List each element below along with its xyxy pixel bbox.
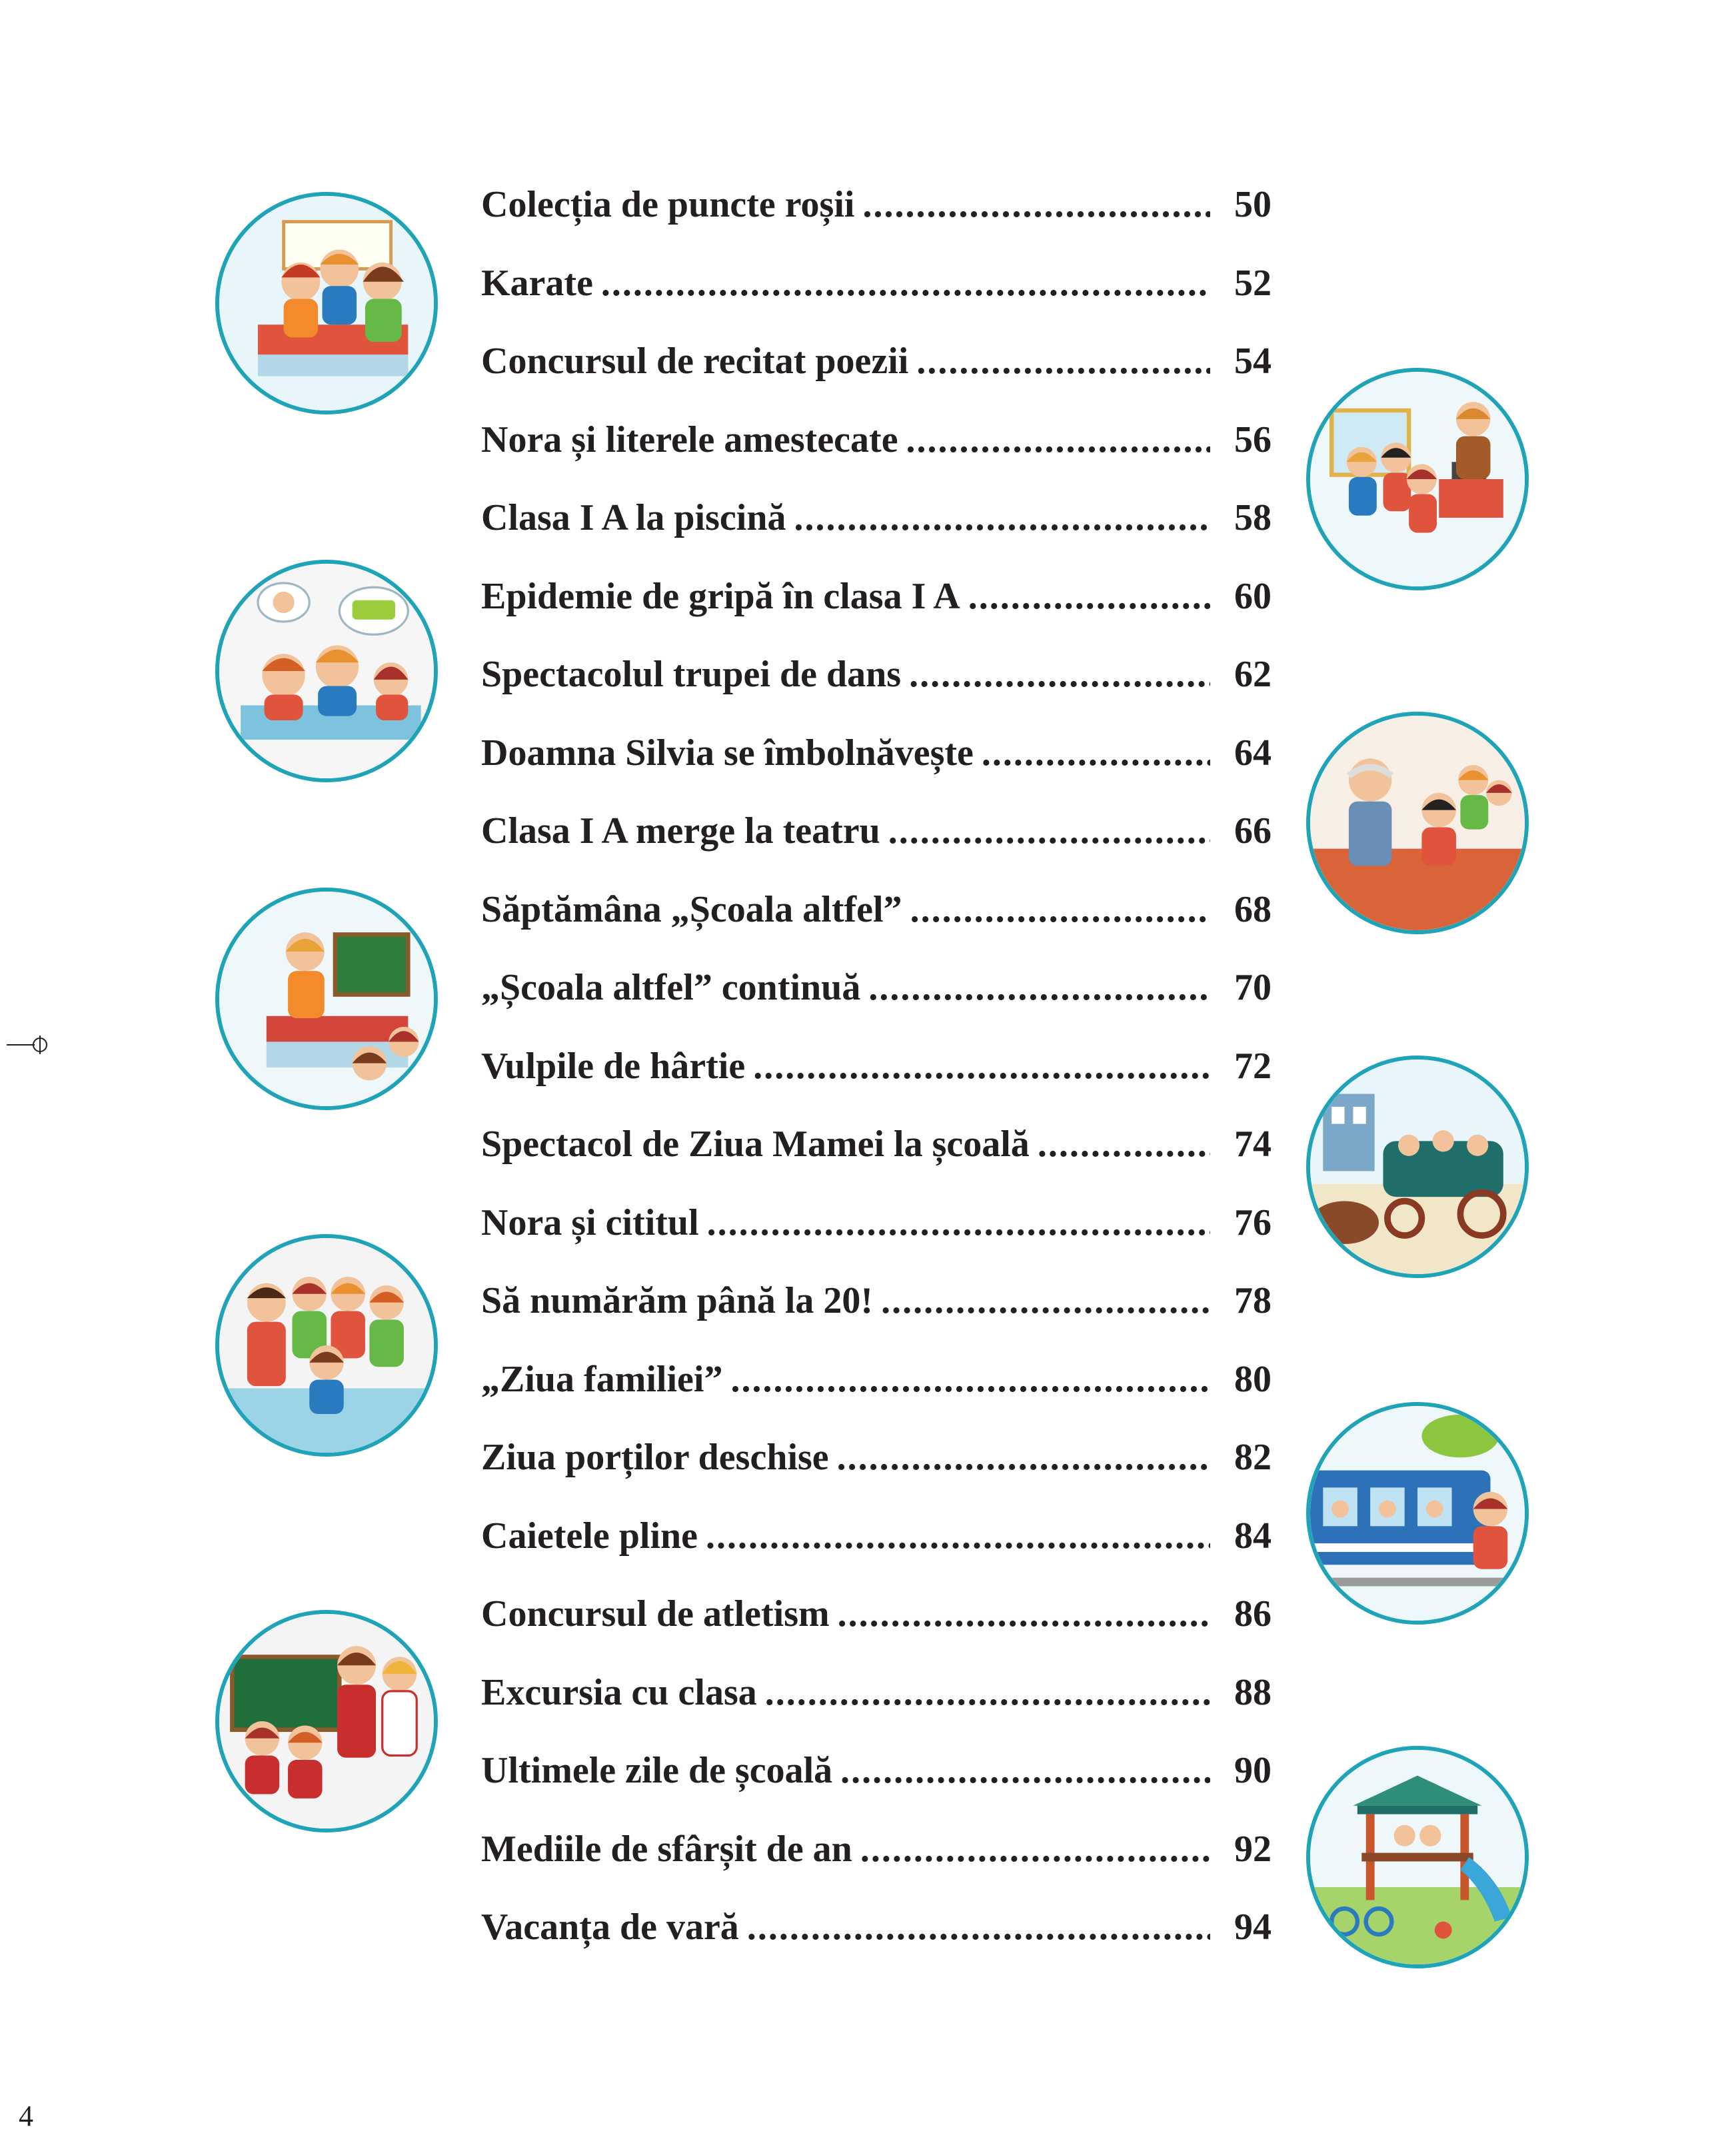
toc-entry [481,1819,1272,1898]
toc-leader-dots [794,488,1210,548]
toc-entry [481,1663,1272,1741]
toc-entry-title: Doamna Silvia se îmbolnăvește [481,732,974,774]
toc-entry-title: Epidemie de gripă în clasa I A [481,575,960,617]
toc-entry-title: Spectacolul trupei de dans [481,654,902,695]
toc-entry [481,644,1272,723]
toc-entry [481,723,1272,802]
toc-entry-title: Nora și cititul [481,1201,699,1243]
toc-entry-title: Clasa I A la piscină [481,497,786,538]
toc-entry [481,331,1272,410]
toc-entry [481,880,1272,958]
toc-leader-dots [838,1584,1210,1644]
toc-leader-dots [860,1819,1210,1879]
toc-leader-dots [868,958,1210,1018]
table-of-contents [481,175,1272,1976]
toc-entry [481,1584,1272,1663]
toc-entry-page: 78 [1234,1280,1272,1321]
classroom-reading-illustration [215,192,438,414]
grandfather-children-illustration [1306,712,1529,934]
toc-entry-page: 80 [1234,1358,1272,1400]
toc-leader-dots [837,1427,1210,1487]
toc-entry-page: 60 [1234,575,1272,617]
toc-entry-page: 70 [1234,967,1272,1008]
toc-entry-title: Mediile de sfârșit de an [481,1828,852,1870]
toc-entry-page: 50 [1234,184,1272,225]
toc-leader-dots [1038,1114,1210,1174]
toc-entry-page: 66 [1234,810,1272,852]
toc-entry [481,1349,1272,1428]
toc-leader-dots [906,410,1210,470]
toc-entry [481,1271,1272,1349]
toc-entry [481,1427,1272,1506]
toc-leader-dots [707,1193,1210,1253]
toc-entry-page: 76 [1234,1201,1272,1243]
toc-entry-title: Vacanța de vară [481,1906,739,1948]
toc-leader-dots [840,1741,1210,1800]
toc-entry-page: 84 [1234,1515,1272,1557]
toc-leader-dots [753,1036,1210,1096]
toc-entry-title: Să numărăm până la 20! [481,1280,874,1321]
toc-entry-page: 64 [1234,732,1272,774]
toc-entry-page: 92 [1234,1828,1272,1870]
toc-entry [481,1036,1272,1115]
toc-entry-title: Ultimele zile de școală [481,1750,833,1791]
toc-leader-dots [909,644,1210,704]
toc-entry-page: 90 [1234,1750,1272,1791]
toc-leader-dots [968,566,1210,626]
toc-entry [481,801,1272,880]
toc-entry-title: Clasa I A merge la teatru [481,810,880,852]
toc-entry-title: Colecția de puncte roșii [481,184,855,225]
horse-carriage-illustration [1306,1056,1529,1278]
toc-entry-page: 52 [1234,262,1272,304]
toc-entry-page: 82 [1234,1437,1272,1478]
toc-leader-dots [747,1897,1210,1957]
toc-leader-dots [910,880,1210,940]
toc-entry [481,1897,1272,1976]
toc-leader-dots [706,1506,1210,1566]
playground-illustration [1306,1746,1529,1968]
toc-entry-title: Concursul de recitat poezii [481,341,909,382]
toc-leader-dots [730,1349,1210,1409]
toc-leader-dots [881,1271,1210,1331]
toc-leader-dots [601,253,1210,313]
dancing-children-illustration [1306,368,1529,590]
toc-entry [481,1506,1272,1585]
toc-entry-page: 86 [1234,1593,1272,1635]
toc-entry-page: 62 [1234,654,1272,695]
class-group-illustration [215,1234,438,1457]
toc-entry-title: Săptămâna „Școala altfel” [481,888,902,930]
toc-entry [481,1193,1272,1271]
toc-entry-page: 56 [1234,418,1272,460]
toc-entry-page: 94 [1234,1906,1272,1948]
toc-entry-title: Vulpile de hârtie [481,1045,746,1087]
students-thinking-illustration [215,560,438,782]
toc-entry [481,410,1272,488]
toc-entry [481,1741,1272,1819]
toc-entry [481,566,1272,645]
toc-entry [481,488,1272,566]
toc-entry-title: „Ziua familiei” [481,1358,723,1400]
toc-leader-dots [862,175,1210,235]
teacher-at-board-illustration [215,888,438,1110]
toc-entry-page: 88 [1234,1671,1272,1713]
toc-leader-dots [916,331,1210,391]
classroom-blackboard-illustration [215,1610,438,1832]
registration-mark-icon [5,1032,52,1058]
toc-entry-title: Spectacol de Ziua Mamei la școală [481,1123,1030,1165]
toc-entry-page: 72 [1234,1045,1272,1087]
toc-entry-title: Karate [481,262,593,304]
toc-entry [481,958,1272,1036]
toc-entry [481,175,1272,253]
toc-entry-title: Caietele pline [481,1515,698,1557]
toc-leader-dots [982,723,1210,783]
toc-entry [481,1114,1272,1193]
toc-entry-title: Excursia cu clasa [481,1671,757,1713]
toc-entry-title: Concursul de atletism [481,1593,830,1635]
toc-entry-page: 54 [1234,341,1272,382]
toc-leader-dots [888,801,1210,861]
toc-entry-title: Nora și literele amestecate [481,418,898,460]
toc-entry-title: Ziua porților deschise [481,1437,829,1478]
toc-entry-page: 58 [1234,497,1272,538]
page-number: 4 [19,2100,33,2132]
toc-entry-page: 68 [1234,888,1272,930]
toc-entry [481,253,1272,332]
toc-leader-dots [765,1663,1210,1723]
toc-entry-title: „Școala altfel” continuă [481,967,861,1008]
train-trip-illustration [1306,1402,1529,1625]
toc-entry-page: 74 [1234,1123,1272,1165]
